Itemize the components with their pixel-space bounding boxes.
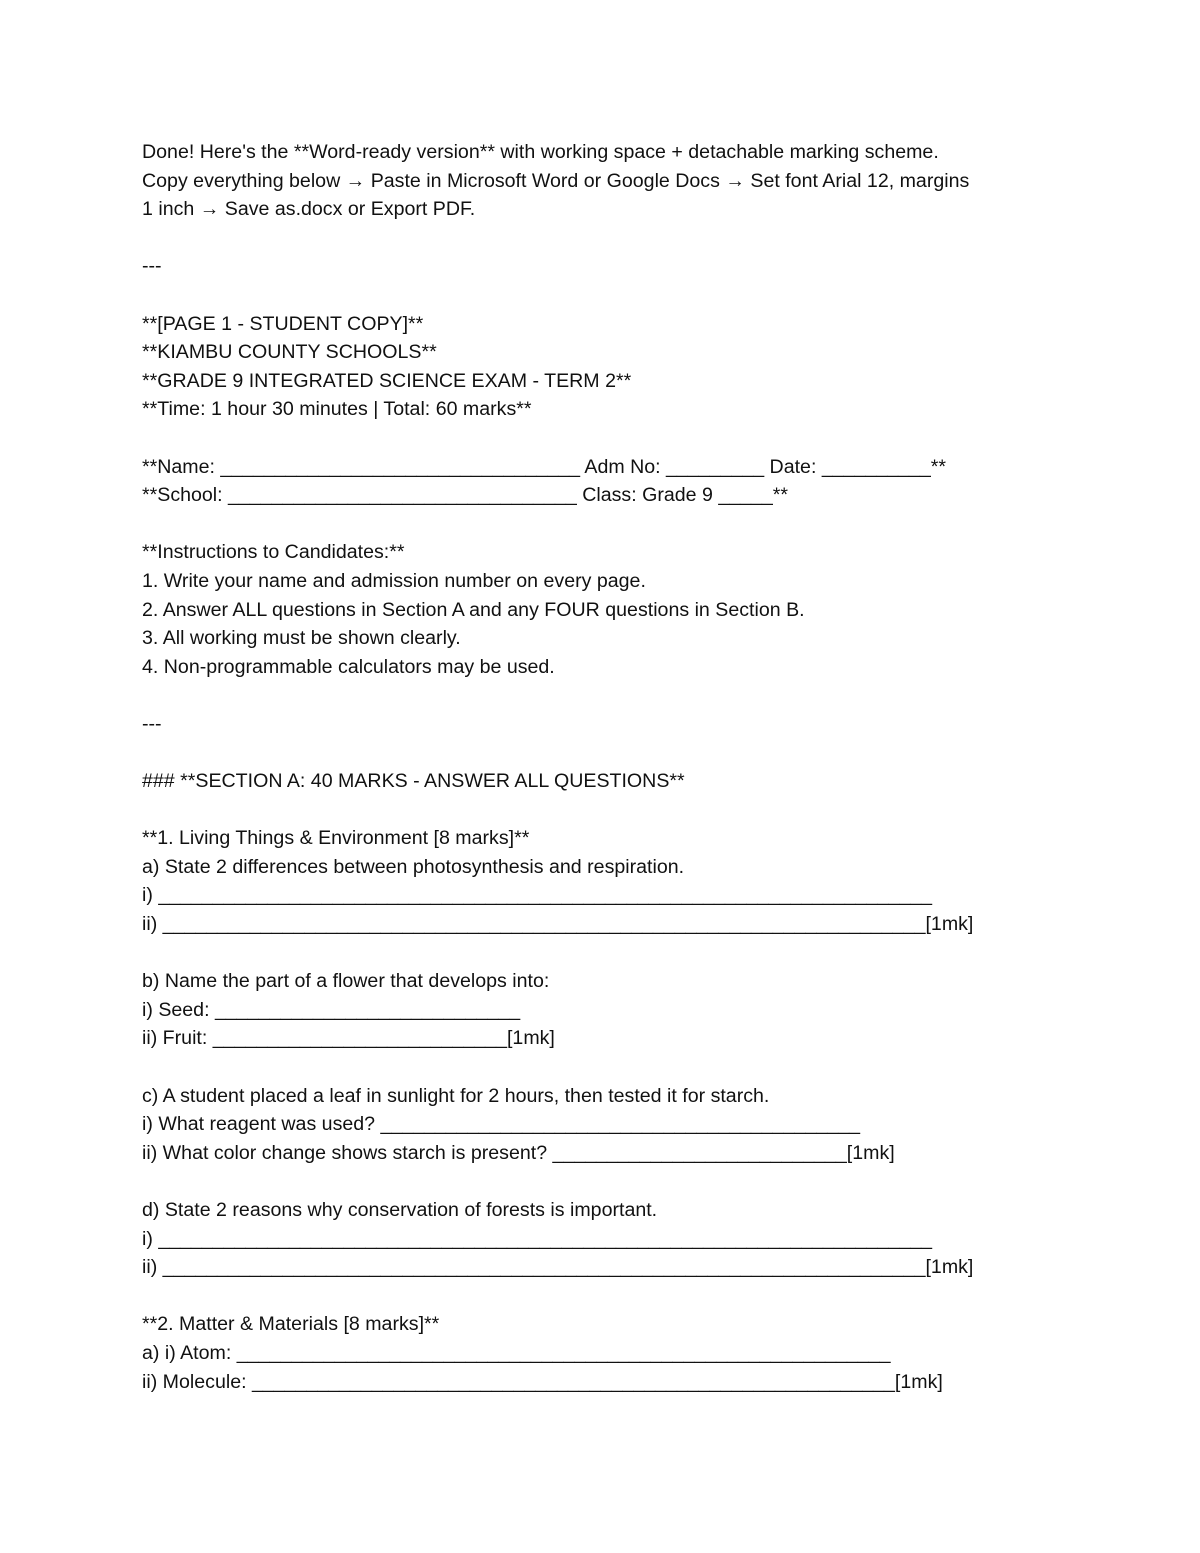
- q1a-answer-i: i) _______________________________________________________________________: [142, 884, 933, 907]
- instruction-item: 4. Non-programmable calculators may be used.: [142, 655, 555, 678]
- q1c-answer-i: i) What reagent was used? ____________________________________________: [142, 1113, 860, 1136]
- time-total: **Time: 1 hour 30 minutes | Total: 60 marks**: [142, 398, 532, 421]
- school-field-line: **School: ________________________________ Class: Grade 9 _____**: [142, 484, 789, 507]
- q1d-answer-ii: ii) ______________________________________________________________________[1mk]: [142, 1256, 974, 1279]
- document-body: [142, 138, 1102, 1396]
- q1d-prompt: d) State 2 reasons why conservation of forests is important.: [142, 1198, 658, 1221]
- intro-line-2: Copy everything below → Paste in Microsoft Word or Google Docs → Set font Arial 12, margins: [142, 169, 970, 192]
- q1a-answer-ii: ii) ______________________________________________________________________[1mk]: [142, 913, 974, 936]
- q1c-answer-ii: ii) What color change shows starch is present? ___________________________[1mk]: [142, 1141, 895, 1164]
- spacer: [142, 1282, 1102, 1311]
- q1c-prompt: c) A student placed a leaf in sunlight for 2 hours, then tested it for starch.: [142, 1084, 770, 1107]
- q1a-prompt: a) State 2 differences between photosynthesis and respiration.: [142, 855, 685, 878]
- section-a-heading: ### **SECTION A: 40 MARKS - ANSWER ALL QUESTIONS**: [142, 770, 685, 793]
- spacer: [142, 681, 1102, 710]
- q2a-answer-ii: ii) Molecule: ___________________________________________________________[1mk]: [142, 1370, 943, 1393]
- spacer: [142, 939, 1102, 968]
- school-board: **KIAMBU COUNTY SCHOOLS**: [142, 341, 437, 364]
- instruction-item: 1. Write your name and admission number on every page.: [142, 569, 646, 592]
- q2a-answer-i: a) i) Atom: ____________________________________________________________: [142, 1341, 891, 1364]
- instruction-item: 3. All working must be shown clearly.: [142, 627, 461, 650]
- page-label: **[PAGE 1 - STUDENT COPY]**: [142, 312, 424, 335]
- spacer: [142, 510, 1102, 539]
- q1b-prompt: b) Name the part of a flower that develops into:: [142, 970, 550, 993]
- exam-title: **GRADE 9 INTEGRATED SCIENCE EXAM - TERM 2**: [142, 369, 632, 392]
- spacer: [142, 424, 1102, 453]
- intro-line-1: Done! Here's the **Word-ready version** with working space + detachable marking scheme.: [142, 141, 939, 163]
- q2-title: **2. Matter & Materials [8 marks]**: [142, 1313, 440, 1336]
- separator: ---: [142, 255, 162, 278]
- q1-title: **1. Living Things & Environment [8 marks]**: [142, 827, 530, 850]
- separator: ---: [142, 712, 162, 735]
- spacer: [142, 796, 1102, 825]
- spacer: [142, 281, 1102, 310]
- instruction-item: 2. Answer ALL questions in Section A and any FOUR questions in Section B.: [142, 598, 805, 621]
- spacer: [142, 1167, 1102, 1196]
- instructions-heading: **Instructions to Candidates:**: [142, 541, 405, 564]
- name-field-line: **Name: _________________________________ Adm No: _________ Date: __________**: [142, 455, 947, 478]
- spacer: [142, 224, 1102, 253]
- spacer: [142, 738, 1102, 767]
- intro-line-3: 1 inch → Save as.docx or Export PDF.: [142, 198, 476, 221]
- q1d-answer-i: i) _______________________________________________________________________: [142, 1227, 933, 1250]
- q1b-answer-ii: ii) Fruit: ___________________________[1mk]: [142, 1027, 555, 1050]
- q1b-answer-i: i) Seed: ____________________________: [142, 998, 521, 1021]
- spacer: [142, 1053, 1102, 1082]
